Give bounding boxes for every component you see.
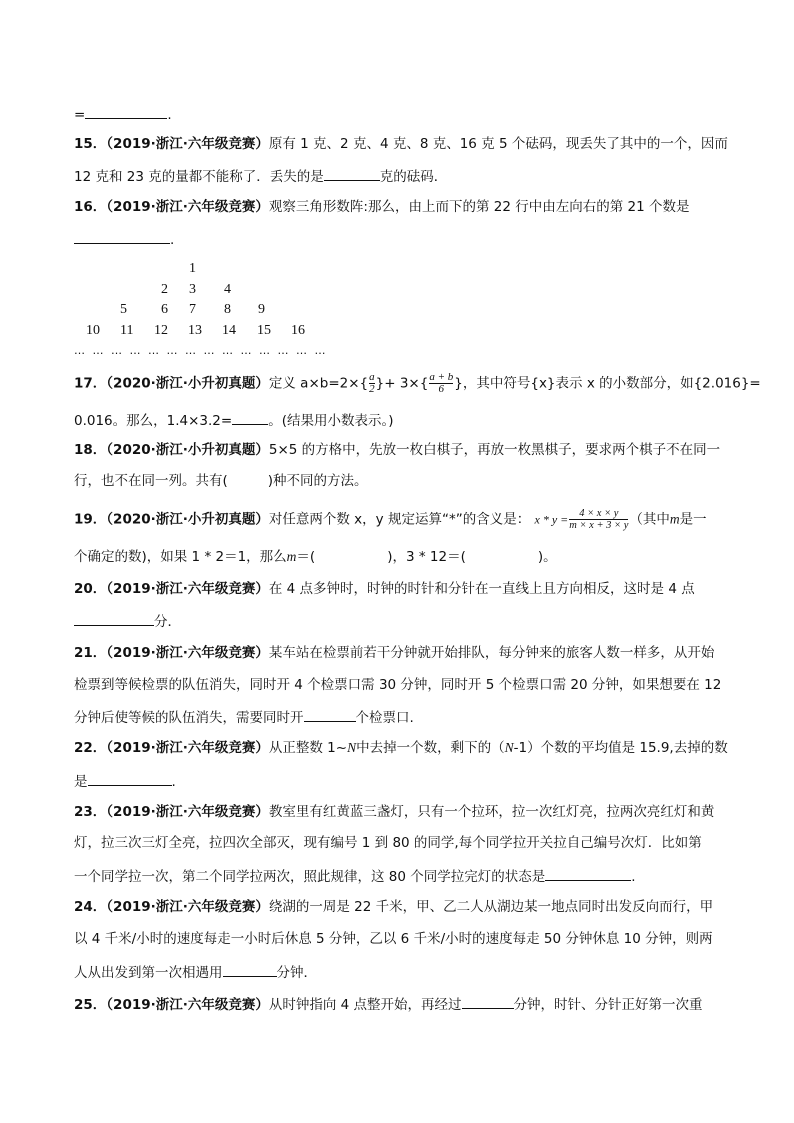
fraction-a-over-2: $\frac{a}{2}$	[369, 371, 375, 395]
answer-line-14: = .	[74, 104, 172, 124]
question-source: （2019·浙江·六年级竞赛）	[106, 740, 269, 756]
question-24-line-2: 以 4 千米/小时的速度每走一小时后休息 5 分钟，乙以 6 千米/小时的速度每走 50 分钟休息 10 分钟，则两	[74, 931, 713, 947]
question-source: （2019·浙江·六年级竞赛）	[106, 581, 269, 597]
triangle-cell: 4	[224, 282, 231, 297]
triangle-cell: 16	[291, 323, 305, 338]
answer-blank	[545, 866, 631, 881]
operation-fraction: $\frac{4 \times x \times y}{m \times x + 3 \times y}$	[569, 508, 629, 531]
triangle-ellipsis: … … … … … … … … … … … … … …	[74, 344, 328, 357]
triangle-cell: 8	[224, 302, 231, 317]
answer-blank	[88, 771, 172, 786]
question-21-line-3: 分钟后使等候的队伍消失，需要同时开 个检票口.	[74, 707, 414, 727]
question-17-line-2: 0.016。那么，1.4×3.2= 。(结果用小数表示。)	[74, 410, 394, 430]
question-24-line-3: 人从出发到第一次相遇用 分钟．	[74, 962, 317, 982]
answer-blank	[232, 410, 268, 425]
answer-blank	[74, 611, 154, 626]
question-23-line-2: 灯，拉三次三灯全亮，拉四次全部灭，现有编号 1 到 80 的同学,每个同学拉开关拉自己编号次灯．比如第	[74, 835, 702, 851]
triangle-cell: 12	[154, 323, 168, 338]
triangle-cell: 5	[120, 302, 127, 317]
question-16-line-1: 16．（2019·浙江·六年级竞赛）观察三角形数阵:那么，由上而下的第 22 行中由左向右的第 21 个数是	[74, 199, 690, 215]
question-source: （2020·浙江·小升初真题）	[106, 511, 269, 528]
triangle-cell: 9	[258, 302, 265, 317]
triangle-cell: 11	[120, 323, 134, 338]
question-23-line-3: 一个同学拉一次，第二个同学拉两次，照此规律，这 80 个同学拉完灯的状态是 .	[74, 866, 636, 886]
question-22-line-1: 22．（2019·浙江·六年级竞赛）从正整数 1~N中去掉一个数，剩下的（N-1）个数的平均值是 15.9,去掉的数	[74, 740, 728, 756]
question-20-line-2: 分．	[74, 611, 181, 631]
triangle-cell: 2	[161, 282, 168, 297]
question-16-line-2: .	[74, 229, 174, 249]
answer-blank	[223, 962, 277, 977]
question-source: （2020·浙江·小升初真题）	[106, 442, 269, 458]
question-source: （2019·浙江·六年级竞赛）	[106, 899, 269, 915]
question-source: （2020·浙江·小升初真题）	[106, 375, 269, 392]
answer-blank	[74, 229, 170, 244]
triangle-cell: 3	[189, 282, 196, 297]
equals-sign: =	[74, 107, 86, 123]
answer-blank	[324, 166, 380, 181]
question-24-line-1: 24．（2019·浙江·六年级竞赛）绕湖的一周是 22 千米，甲、乙二人从湖边某一地点同时出发反向而行，甲	[74, 899, 714, 915]
question-22-line-2: 是 .	[74, 771, 176, 791]
triangle-cell: 15	[257, 323, 271, 338]
question-19-line-1: 19．（2020·浙江·小升初真题）对任意两个数 x，y 规定运算“*”的含义是： x * y = $\frac{4 \times x \times y}{m \times x + 3 \times y}$ （其中m是一	[74, 508, 707, 531]
triangle-cell: 6	[161, 302, 168, 317]
fraction-a-plus-b-over-6: $\frac{a + b}{6}$	[429, 371, 454, 395]
answer-blank	[85, 104, 167, 119]
question-source: （2019·浙江·六年级竞赛）	[106, 199, 269, 215]
answer-blank	[462, 994, 514, 1009]
question-21-line-2: 检票到等候检票的队伍消失，同时开 4 个检票口需 30 分钟，同时开 5 个检票口需 20 分钟，如果想要在 12	[74, 677, 722, 693]
question-19-line-2: 个确定的数)，如果 1 * 2＝1，那么m＝( )，3 * 12＝( )。	[74, 549, 557, 565]
triangle-cell: 13	[188, 323, 202, 338]
question-23-line-1: 23．（2019·浙江·六年级竞赛）教室里有红黄蓝三盏灯，只有一个拉环，拉一次红灯亮，拉两次亮红灯和黄	[74, 804, 715, 820]
question-source: （2019·浙江·六年级竞赛）	[106, 997, 269, 1013]
question-17-line-1: 17．（2020·浙江·小升初真题）定义 a×b=2×{ $\frac{a}{2}$ }+ 3×{ $\frac{a + b}{6}$ }，其中符号{x}表示 x 的小数部分，如{2.016}=	[74, 371, 761, 395]
answer-blank	[304, 707, 356, 722]
triangle-cell: 7	[189, 302, 196, 317]
triangle-cell: 10	[86, 323, 100, 338]
question-18-line-1: 18．（2020·浙江·小升初真题）5×5 的方格中，先放一枚白棋子，再放一枚黑棋子，要求两个棋子不在同一	[74, 442, 721, 458]
question-source: （2019·浙江·六年级竞赛）	[106, 136, 269, 152]
question-source: （2019·浙江·六年级竞赛）	[106, 804, 269, 820]
triangle-cell: 14	[222, 323, 236, 338]
question-source: （2019·浙江·六年级竞赛）	[106, 645, 269, 661]
question-20-line-1: 20．（2019·浙江·六年级竞赛）在 4 点多钟时，时钟的时针和分针在一直线上且方向相反，这时是 4 点	[74, 581, 695, 597]
question-25-line-1: 25．（2019·浙江·六年级竞赛）从时钟指向 4 点整开始，再经过 分钟，时针、分针正好第一次重	[74, 994, 703, 1014]
question-21-line-1: 21．（2019·浙江·六年级竞赛）某车站在检票前若干分钟就开始排队，每分钟来的旅客人数一样多，从开始	[74, 645, 715, 661]
triangle-cell: 1	[189, 261, 196, 276]
question-15-line-1: 15．（2019·浙江·六年级竞赛）原有 1 克、2 克、4 克、8 克、16 克 5 个砝码，现丢失了其中的一个，因而	[74, 136, 728, 152]
question-15-line-2: 12 克和 23 克的量都不能称了．丢失的是 克的砝码．	[74, 166, 447, 186]
question-18-line-2: 行，也不在同一列。共有( )种不同的方法。	[74, 473, 368, 489]
